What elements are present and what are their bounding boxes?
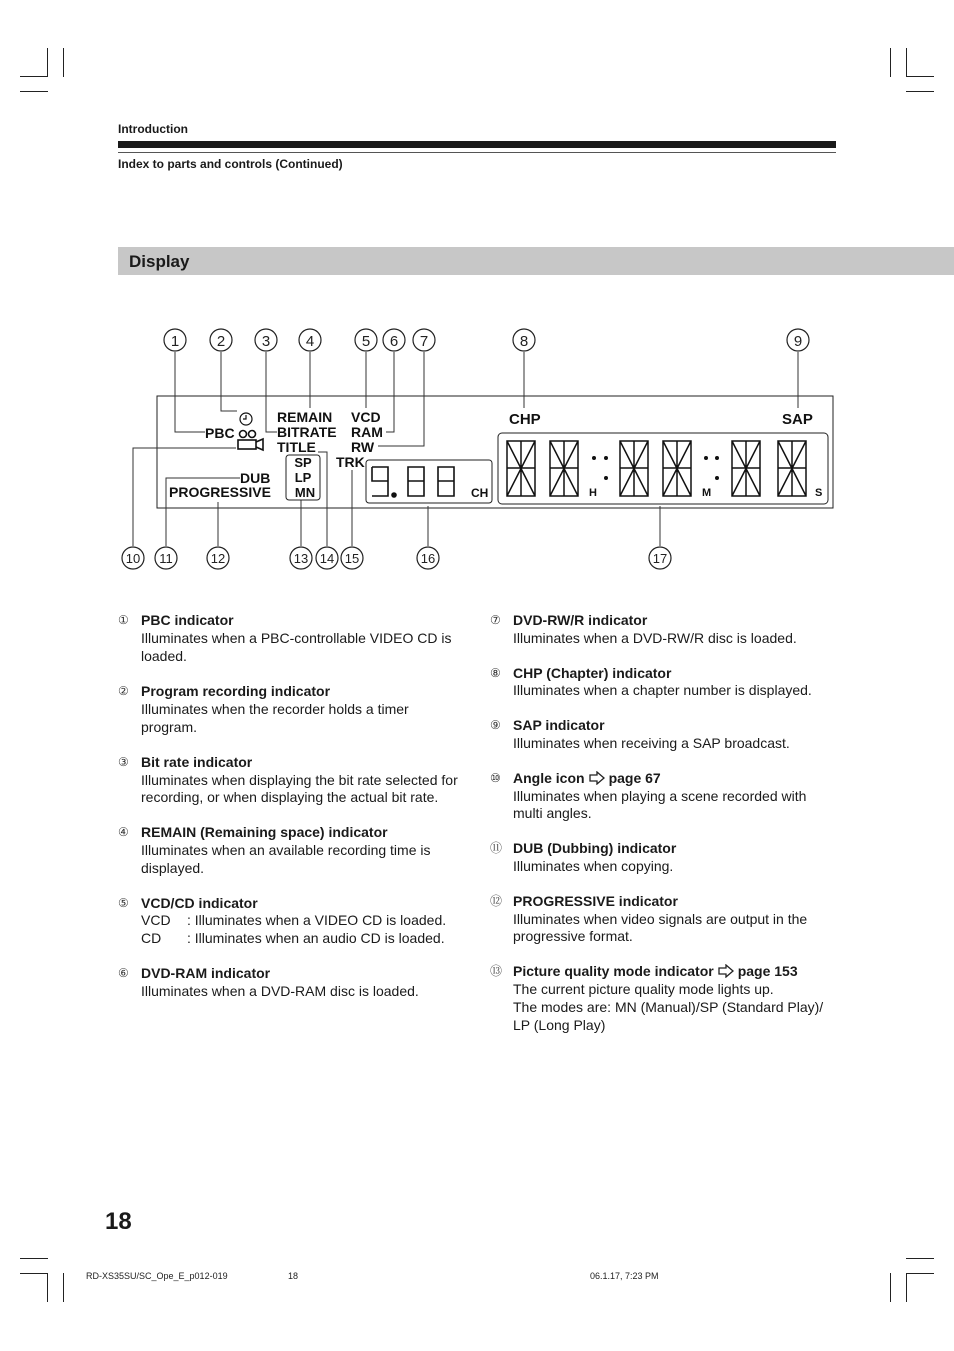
display-diagram [0,0,954,600]
lp-label: LP [294,470,312,485]
crop-mark [906,1273,934,1274]
callout-number: 10 [125,551,141,566]
bitrate-label: BITRATE [277,424,337,440]
sap-label: SAP [782,411,813,428]
page-number: 18 [105,1208,132,1235]
remain-label: REMAIN [277,409,333,425]
item-description: Illuminates when a DVD-RW/R disc is loaded. [513,629,797,646]
page-reference-arrow-icon [718,964,734,978]
item-number: ⑦ [490,613,501,627]
crop-mark [906,1273,907,1302]
list-item [118,965,463,1001]
vcd-label: VCD [351,409,381,425]
item-title: PROGRESSIVE indicator [513,892,678,909]
callout-number: 8 [519,333,529,350]
item-description: The modes are: MN (Manual)/SP (Standard Play)/ LP (Long Play) [513,998,824,1033]
callout-number: 15 [344,551,360,566]
list-item [118,612,463,665]
item-title: DVD-RAM indicator [141,964,271,981]
item-number: ⑩ [490,770,501,785]
item-title-text: Angle icon [513,769,585,786]
mn-label: MN [294,485,316,500]
item-title: CHP (Chapter) indicator [513,664,672,681]
vcd-description: : Illuminates when a VIDEO CD is loaded. [187,912,447,929]
callout-number: 5 [361,333,371,350]
rw-label: RW [351,439,375,455]
item-title: SAP indicator [513,717,605,734]
seconds-label: S [815,487,823,499]
item-description [141,930,463,948]
list-item [118,754,463,807]
item-number: ③ [118,754,129,769]
item-description: Illuminates when video signals are output in the progressive format. [513,910,808,945]
item-title [513,963,835,981]
item-description: Illuminates when receiving a SAP broadcast. [513,734,790,751]
pbc-label: PBC [205,425,235,441]
item-description [141,912,463,930]
minutes-label: M [702,487,712,499]
item-number: ⑨ [490,718,501,733]
footer-date: 06.1.17, 7:23 PM [590,1271,659,1281]
leader-line-7 [378,352,424,446]
time-digits [507,441,806,496]
leader-line-1 [175,352,205,432]
page-reference-link[interactable]: page 67 [608,769,661,786]
channel-digits [372,467,454,497]
item-title: DUB (Dubbing) indicator [513,840,677,857]
callout-number: 13 [293,551,309,566]
footer-file-name: RD-XS35SU/SC_Ope_E_p012-019 [86,1271,228,1281]
callout-number: 1 [170,333,180,350]
crop-mark [906,1258,934,1259]
section-header: Introduction [118,122,188,136]
callout-number: 16 [420,551,436,566]
subsection-header: Index to parts and controls (Continued) [118,157,343,171]
title-label: TITLE [277,439,316,455]
item-description: Illuminates when copying. [513,857,674,874]
callout-number: 4 [305,333,315,350]
callout-number: 14 [319,551,335,566]
item-number: ⑫ [490,893,503,908]
item-title [513,770,835,788]
callout-number: 12 [210,551,226,566]
dub-label: DUB [240,470,271,486]
ch-label: CH [471,486,489,500]
item-number: ⑧ [490,665,501,680]
crop-mark [20,1258,48,1259]
callout-number: 11 [159,551,173,566]
list-item [490,840,835,876]
item-number: ⑥ [118,965,129,980]
page-reference-link[interactable]: page 153 [737,963,798,980]
callout-number: 6 [389,333,399,350]
hours-label: H [589,487,597,499]
list-item [490,770,835,823]
ram-label: RAM [351,424,383,440]
list-item [490,665,835,701]
chp-label: CHP [509,411,541,428]
progressive-label: PROGRESSIVE [169,484,271,500]
callout-number: 2 [216,333,226,350]
trk-label: TRK [336,454,365,470]
item-title: REMAIN (Remaining space) indicator [141,824,388,841]
item-number: ⑪ [490,841,503,856]
right-description-column [490,612,835,1034]
crop-mark [47,1273,48,1302]
item-title-text: Picture quality mode indicator [513,963,714,980]
list-item [490,717,835,753]
item-description: Illuminates when playing a scene recorded with multi angles. [513,787,807,822]
camera-angle-icon [238,431,263,451]
item-description: Illuminates when the recorder holds a timer program. [141,701,409,735]
crop-mark [890,1273,891,1302]
display-section-title: Display [129,252,190,271]
left-description-column [118,612,463,1001]
footer-page: 18 [288,1271,299,1281]
callout-number: 9 [793,333,803,350]
list-item [118,895,463,948]
callout-number: 3 [261,333,271,350]
item-number: ① [118,613,129,627]
callout-number: 7 [419,333,429,350]
item-title: VCD/CD indicator [141,894,258,911]
vcd-prefix: VCD [141,912,171,929]
item-description: Illuminates when a PBC-controllable VIDEO CD is loaded. [141,629,452,664]
leader-line-6 [386,352,394,432]
page-reference-arrow-icon [589,771,605,785]
item-description: Illuminates when an available recording time is displayed. [141,841,431,876]
item-description: Illuminates when a DVD-RAM disc is loaded. [141,982,419,999]
leader-line-2 [221,352,237,411]
sp-label: SP [294,455,312,470]
crop-mark [20,1273,48,1274]
list-item [118,683,463,736]
item-title: PBC indicator [141,612,234,628]
item-description: Illuminates when displaying the bit rate selected for recording, or when displaying the actual bit rate. [141,771,458,806]
item-number: ② [118,684,129,699]
clock-icon [240,413,252,425]
item-title: Program recording indicator [141,683,331,700]
crop-mark [63,1273,64,1302]
item-title: Bit rate indicator [141,753,253,770]
item-title: DVD-RW/R indicator [513,612,648,628]
list-item [490,612,835,648]
item-number: ⑤ [118,895,129,910]
item-description: Illuminates when a chapter number is displayed. [513,682,812,699]
item-description: The current picture quality mode lights up. [513,980,774,997]
list-item [490,963,835,1034]
list-item [490,893,835,946]
list-item [118,824,463,877]
item-number: ⑬ [490,964,503,979]
item-number: ④ [118,825,129,840]
cd-description: : Illuminates when an audio CD is loaded. [187,930,445,947]
callout-number: 17 [652,551,668,566]
leader-line-3 [266,352,277,432]
cd-prefix: CD [141,930,162,947]
